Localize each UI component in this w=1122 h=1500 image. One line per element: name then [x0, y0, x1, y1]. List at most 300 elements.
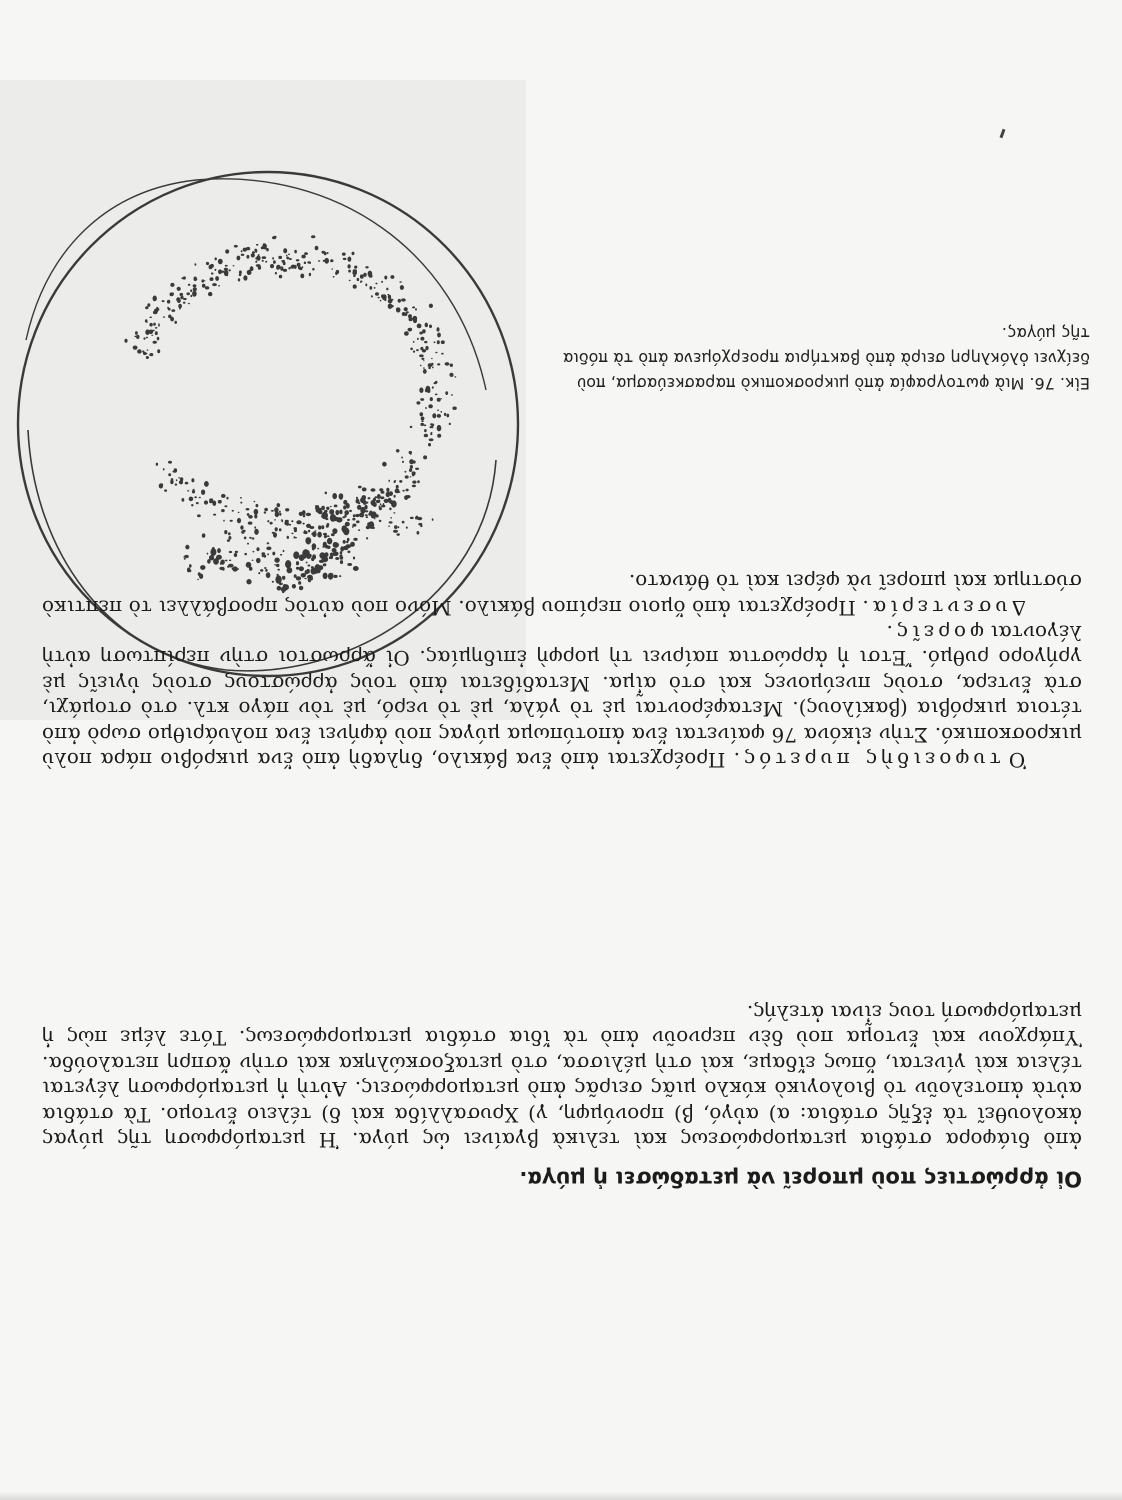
bacteria-speck	[246, 247, 250, 250]
bacteria-speck	[147, 303, 150, 307]
paragraph-typhoid-end: .	[886, 620, 893, 645]
bacteria-speck	[365, 266, 368, 268]
bacteria-speck	[412, 306, 415, 308]
bacteria-speck	[412, 475, 414, 477]
bacteria-speck	[226, 497, 228, 500]
bacteria-speck	[289, 258, 292, 260]
bacteria-speck	[262, 243, 267, 249]
bacteria-speck	[157, 349, 160, 353]
bacteria-speck	[208, 292, 212, 296]
bacteria-speck	[183, 298, 187, 300]
bacteria-speck	[156, 463, 158, 466]
bacteria-speck	[296, 520, 301, 524]
bacteria-speck	[410, 426, 413, 428]
bacteria-speck	[316, 507, 322, 513]
bacteria-speck	[180, 296, 183, 299]
bacteria-speck	[406, 489, 409, 492]
bacteria-speck	[149, 353, 153, 356]
bacteria-speck	[240, 497, 242, 499]
bacteria-speck	[308, 530, 310, 533]
bacteria-speck	[416, 401, 420, 404]
bacteria-speck	[272, 236, 276, 239]
bacteria-speck	[348, 270, 351, 273]
bacteria-speck	[324, 535, 327, 539]
bacteria-speck	[197, 514, 201, 517]
bacteria-speck	[388, 480, 390, 482]
bacteria-speck	[255, 261, 257, 263]
bacteria-speck	[237, 518, 241, 523]
bacteria-speck	[435, 394, 438, 396]
bacteria-speck	[346, 503, 350, 509]
bacteria-speck	[353, 538, 357, 541]
bacteria-speck	[419, 354, 424, 357]
bacteria-speck	[369, 286, 372, 290]
bacteria-speck	[252, 537, 255, 539]
bacteria-speck	[402, 521, 405, 524]
bacteria-speck	[307, 261, 311, 263]
bacteria-speck	[371, 295, 373, 297]
bacteria-speck	[246, 563, 249, 565]
bacteria-speck	[326, 507, 329, 510]
bacteria-speck	[145, 306, 148, 309]
bacteria-speck	[154, 309, 158, 313]
bacteria-speck	[247, 543, 249, 545]
bacteria-speck	[189, 564, 192, 568]
bacteria-speck	[397, 533, 400, 536]
bacteria-speck	[224, 505, 227, 507]
bacteria-speck	[254, 249, 257, 252]
bacteria-speck	[390, 275, 394, 279]
bacteria-speck	[354, 266, 357, 269]
bacteria-speck	[135, 331, 138, 335]
bacteria-speck	[164, 489, 167, 491]
bacteria-speck	[330, 259, 333, 262]
bacteria-speck	[229, 560, 231, 562]
bacteria-speck	[270, 264, 274, 268]
bacteria-speck	[386, 488, 389, 492]
bacteria-speck	[218, 269, 222, 274]
bacteria-speck	[253, 551, 255, 553]
bacteria-speck	[155, 327, 158, 329]
bacteria-speck	[170, 317, 174, 322]
bacteria-speck	[437, 363, 440, 365]
bacteria-speck	[213, 558, 219, 564]
bacteria-speck	[418, 523, 422, 526]
bacteria-speck	[425, 346, 428, 350]
bacteria-speck	[378, 297, 380, 299]
bacteria-speck	[366, 526, 370, 530]
bacteria-speck	[402, 312, 406, 316]
bacteria-speck	[402, 461, 404, 463]
bacteria-speck	[202, 284, 206, 288]
bacteria-speck	[327, 546, 331, 549]
bacteria-speck	[146, 322, 148, 323]
bacteria-speck	[213, 514, 216, 516]
bacteria-speck	[352, 524, 356, 527]
bacteria-speck	[322, 251, 326, 254]
bacteria-speck	[185, 545, 189, 550]
bacteria-speck	[233, 265, 235, 266]
bacteria-speck	[124, 339, 127, 343]
bacteria-speck	[366, 537, 368, 539]
bacteria-speck	[191, 478, 194, 482]
bacteria-speck	[352, 252, 355, 256]
bacteria-speck	[388, 296, 391, 299]
bacteria-speck	[349, 510, 352, 512]
bacteria-speck	[428, 363, 432, 367]
bacteria-speck	[369, 274, 373, 278]
bacteria-speck	[424, 429, 427, 432]
bacteria-speck	[353, 275, 356, 277]
bacteria-speck	[199, 497, 201, 499]
scan-edge-shadow	[0, 1492, 1122, 1500]
bacteria-speck	[420, 347, 423, 350]
bacteria-speck	[422, 329, 426, 333]
bacteria-speck	[262, 256, 267, 259]
bacteria-speck	[410, 348, 413, 351]
bacteria-speck	[333, 276, 335, 278]
bacteria-speck	[145, 353, 147, 355]
bacteria-speck	[248, 515, 253, 519]
bacteria-speck	[225, 249, 229, 253]
bacteria-speck	[323, 542, 327, 548]
bacteria-speck	[441, 353, 444, 355]
bacteria-speck	[218, 500, 222, 504]
bacteria-speck	[425, 389, 428, 393]
bacteria-speck	[174, 468, 177, 472]
bacteria-speck	[163, 468, 165, 470]
bacteria-speck	[315, 246, 319, 251]
bacteria-speck	[410, 517, 414, 519]
bacteria-speck	[394, 495, 396, 498]
bacteria-speck	[349, 280, 351, 281]
bacteria-speck	[380, 496, 384, 499]
bacteria-speck	[304, 262, 306, 265]
bacteria-speck	[420, 423, 424, 426]
bacteria-speck	[333, 552, 339, 557]
bacteria-speck	[347, 551, 350, 554]
bacteria-speck	[437, 415, 439, 417]
bacteria-speck	[335, 272, 338, 275]
bacteria-speck	[267, 520, 269, 522]
bacteria-speck	[303, 531, 307, 534]
bacteria-speck	[205, 286, 209, 289]
bacteria-speck	[306, 524, 311, 528]
bacteria-speck	[437, 333, 441, 338]
bacteria-speck	[412, 481, 416, 484]
bacteria-speck	[377, 494, 381, 499]
bacteria-speck	[358, 486, 362, 489]
bacteria-speck	[289, 267, 291, 269]
bacteria-speck	[327, 538, 332, 545]
bacteria-speck	[246, 508, 250, 510]
bacteria-speck	[276, 266, 280, 270]
bacteria-colonies	[124, 235, 456, 593]
bacteria-speck	[183, 556, 185, 557]
bacteria-speck	[424, 434, 428, 438]
bacteria-speck	[218, 285, 220, 287]
petri-dish-lower-rim	[26, 179, 486, 390]
bacteria-speck	[134, 336, 136, 338]
bacteria-speck	[423, 360, 425, 361]
bacteria-speck	[176, 479, 178, 481]
bacteria-speck	[347, 519, 350, 521]
paragraph-typhoid-text: . Προέρχεται ἀπὸ ἕνα βάκιλο, δηλαδὴ ἀπὸ ἕνα μικρόβιο πάρα πολὺ μικροσκοπικό. Στὴν εἰκόνα 76 φαίνεται ἕνα ἀποτύπωμα μύγας ποὺ ἀφήνει ἕνα πολυάριθμο σωρὸ ἀπὸ τέτοια μικρόβια (βακίλους). Μεταφέρονται μὲ τὸ γάλα, μὲ τὸ νερό, μὲ τὸν πάγο κτλ. στὸ στομάχι, στὰ ἔντερα, στοὺς πνεύμονες καὶ στὸ αἷμα. Μεταδίδεται ἀπὸ τοὺς ἀρρώστους στοὺς ὑγιεῖς μὲ γρήγορο ρυθμό. Ἔτσι ἡ ἀρρώστια παίρνει τὴ μορφὴ ἐπιδημίας. Οἱ ἄρρωστοι στὴν περίπτωση αὐτὴ λέγονται	[41, 620, 1082, 772]
bacteria-speck	[416, 516, 419, 520]
bacteria-speck	[196, 502, 199, 504]
bacteria-speck	[275, 511, 279, 517]
bacteria-speck	[425, 323, 428, 328]
bacteria-speck	[309, 273, 311, 276]
bacteria-speck	[175, 483, 177, 485]
bacteria-speck	[215, 276, 219, 281]
bacteria-speck	[228, 564, 234, 568]
bacteria-speck	[416, 349, 419, 351]
bacteria-speck	[256, 244, 259, 246]
bacteria-speck	[188, 284, 191, 286]
bacteria-speck	[444, 413, 446, 416]
bacteria-speck	[183, 276, 186, 279]
bacteria-speck	[412, 485, 416, 488]
bacteria-speck	[432, 386, 434, 389]
bacteria-speck	[186, 292, 190, 295]
bacteria-speck	[339, 510, 342, 515]
bacteria-speck	[375, 292, 379, 296]
bacteria-speck	[146, 337, 148, 339]
bacteria-speck	[188, 303, 190, 304]
bacteria-speck	[410, 465, 413, 469]
body-text-lower	[42, 1000, 1082, 1152]
bacteria-speck	[312, 547, 315, 550]
bacteria-speck	[254, 501, 256, 503]
bacteria-speck	[256, 504, 259, 507]
bacteria-speck	[151, 335, 153, 336]
bacteria-speck	[432, 518, 434, 521]
bacteria-speck	[353, 514, 356, 517]
bacteria-speck	[278, 256, 282, 259]
bacteria-speck	[149, 317, 152, 319]
bacteria-speck	[312, 531, 316, 537]
bacteria-speck	[279, 511, 281, 513]
bacteria-speck	[143, 337, 145, 339]
bacteria-speck	[162, 300, 165, 302]
bacteria-speck	[371, 514, 374, 518]
bacteria-speck	[167, 300, 170, 304]
bacteria-speck	[153, 296, 157, 302]
bacteria-speck	[209, 498, 213, 501]
bacteria-speck	[224, 270, 229, 276]
bacteria-speck	[321, 506, 325, 510]
bacteria-speck	[272, 532, 275, 534]
bacteria-speck	[246, 255, 249, 259]
bacteria-speck	[437, 434, 441, 438]
bacteria-speck	[402, 490, 404, 492]
bacteria-speck	[303, 523, 305, 525]
bacteria-speck	[356, 499, 360, 504]
bacteria-speck	[215, 257, 217, 260]
bacteria-speck	[420, 365, 422, 367]
bacteria-speck	[371, 500, 375, 506]
bacteria-speck	[317, 548, 319, 550]
bacteria-speck	[251, 253, 255, 257]
bacteria-speck	[153, 341, 157, 344]
bacteria-speck	[228, 536, 231, 540]
bacteria-speck	[441, 340, 445, 344]
bacteria-speck	[325, 492, 327, 495]
bacteria-speck	[192, 490, 195, 493]
bacteria-speck	[302, 266, 304, 268]
bacteria-speck	[206, 262, 209, 265]
bacteria-speck	[337, 271, 339, 272]
term-typhoid-fever: τυφοειδὴς πυρετός	[739, 748, 1001, 772]
bacteria-speck	[262, 260, 264, 262]
bacteria-speck	[244, 553, 247, 555]
bacteria-speck	[294, 250, 297, 254]
bacteria-speck	[348, 264, 351, 268]
bacteria-speck	[147, 349, 149, 350]
bacteria-speck	[193, 287, 197, 291]
bacteria-speck	[296, 259, 299, 261]
bacteria-speck	[204, 481, 209, 487]
bacteria-speck	[272, 552, 275, 556]
bacteria-speck	[276, 564, 280, 567]
bacteria-speck	[430, 397, 433, 401]
bacteria-speck	[388, 299, 393, 303]
bacteria-speck	[281, 519, 283, 520]
bacteria-speck	[211, 272, 214, 274]
bacteria-speck	[297, 263, 301, 267]
bacteria-speck	[451, 394, 453, 395]
bacteria-speck	[423, 367, 425, 368]
bacteria-speck	[243, 530, 246, 532]
bacteria-speck	[178, 304, 182, 308]
bacteria-speck	[168, 473, 171, 476]
bacteria-speck	[210, 264, 214, 268]
bacteria-speck	[384, 499, 389, 503]
bacteria-speck	[275, 272, 277, 275]
bacteria-speck	[437, 327, 440, 331]
bacteria-speck	[379, 507, 382, 510]
bacteria-speck	[265, 261, 267, 263]
bacteria-speck	[413, 472, 415, 474]
bacteria-speck	[254, 526, 256, 528]
term-carriers: φορεῖς	[892, 620, 985, 645]
bacteria-speck	[218, 259, 223, 265]
bacteria-speck	[254, 514, 257, 518]
bacteria-speck	[286, 256, 288, 258]
bacteria-speck	[413, 350, 415, 352]
bacteria-speck	[202, 533, 206, 537]
bacteria-speck	[325, 553, 327, 555]
paragraph-dysentery	[42, 569, 1082, 620]
bacteria-speck	[180, 477, 183, 481]
bacteria-speck	[389, 508, 391, 511]
bacteria-speck	[239, 273, 242, 276]
bacteria-speck	[396, 308, 398, 311]
bacteria-speck	[171, 478, 174, 480]
bacteria-speck	[258, 265, 261, 270]
bacteria-speck	[235, 551, 238, 553]
bacteria-speck	[399, 281, 402, 283]
bacteria-speck	[190, 295, 192, 297]
bacteria-speck	[376, 514, 379, 517]
caption-text: Εἰκ. 76. Μιὰ φωτογραφία ἀπὸ μικροσκοπικὸ παρασκεύασμα, ποὺ δείχνει ὁλόκληρη σειρὰ ἀπὸ βακτήρια προερχόμενα ἀπὸ τὰ πόδια τῆς μύγας.	[562, 324, 1090, 393]
bacteria-speck	[408, 314, 412, 318]
bacteria-speck	[286, 522, 289, 526]
bacteria-speck	[231, 520, 233, 522]
bacteria-speck	[347, 538, 350, 542]
bacteria-speck	[224, 530, 227, 534]
bacteria-speck	[273, 260, 276, 264]
bacteria-speck	[318, 525, 321, 529]
bacteria-speck	[306, 562, 308, 564]
bacteria-speck	[225, 560, 228, 562]
bacteria-speck	[170, 283, 174, 287]
bacteria-speck	[376, 500, 380, 503]
bacteria-speck	[234, 245, 238, 248]
bacteria-speck	[379, 520, 382, 522]
bacteria-speck	[382, 462, 387, 467]
bacteria-speck	[157, 337, 160, 341]
bacteria-speck	[420, 337, 424, 341]
bacteria-speck	[248, 522, 253, 525]
bacteria-speck	[256, 255, 260, 260]
bacteria-speck	[184, 558, 186, 560]
bacteria-speck	[254, 509, 259, 515]
bacteria-speck	[264, 511, 266, 513]
bacteria-speck	[449, 373, 453, 377]
bacteria-speck	[360, 282, 362, 283]
bacteria-speck	[366, 514, 368, 516]
bacteria-speck	[174, 321, 177, 324]
bacteria-speck	[429, 325, 432, 329]
bacteria-speck	[212, 283, 217, 286]
bacteria-speck	[312, 268, 314, 271]
bacteria-speck	[450, 364, 453, 367]
bacteria-speck	[191, 504, 193, 506]
bacteria-speck	[395, 489, 400, 494]
bacteria-speck	[296, 561, 299, 565]
bacteria-speck	[410, 476, 412, 477]
bacteria-speck	[238, 278, 240, 281]
bacteria-speck	[375, 496, 378, 498]
bacteria-speck	[335, 557, 339, 560]
bacteria-speck	[288, 254, 290, 255]
bacteria-speck	[333, 529, 336, 531]
bacteria-speck	[398, 526, 400, 528]
bacteria-speck	[445, 391, 448, 395]
bacteria-speck	[404, 471, 406, 473]
bacteria-speck	[396, 449, 400, 452]
bacteria-speck	[429, 438, 434, 441]
bacteria-speck	[368, 497, 371, 499]
bacteria-speck	[380, 503, 382, 505]
bacteria-speck	[423, 455, 427, 459]
bacteria-speck	[437, 425, 442, 431]
bacteria-speck	[241, 250, 243, 252]
bacteria-speck	[322, 556, 329, 562]
bacteria-speck	[353, 557, 355, 560]
section-heading: Οἱ ἀρρώστιες ποὺ μπορεῖ νὰ μεταδώσει ἡ μύγα.	[519, 1167, 1082, 1191]
bacteria-speck	[332, 493, 337, 499]
bacteria-speck	[167, 307, 169, 310]
bacteria-speck	[145, 329, 149, 335]
bacteria-speck	[401, 457, 403, 459]
bacteria-speck	[409, 459, 414, 464]
bacteria-speck	[340, 560, 343, 564]
bacteria-speck	[133, 346, 138, 350]
bacteria-speck	[149, 323, 152, 327]
